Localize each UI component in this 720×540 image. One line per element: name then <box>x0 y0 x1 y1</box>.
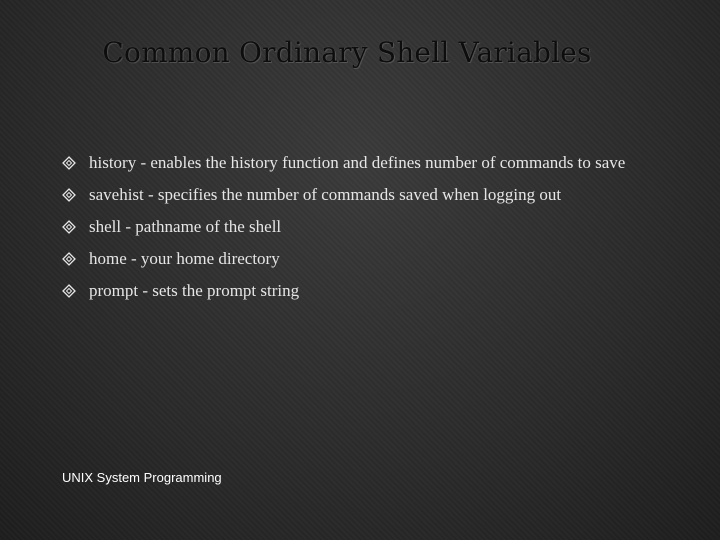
diamond-bullet-icon <box>62 156 76 170</box>
diamond-bullet-icon <box>62 284 76 298</box>
diamond-bullet-icon <box>62 188 76 202</box>
slide-footer: UNIX System Programming <box>62 470 222 485</box>
bullet-text: history - enables the history function and defines number of commands to save <box>89 153 626 172</box>
diamond-bullet-icon <box>62 252 76 266</box>
bullet-item-history <box>60 152 680 173</box>
bullet-item-shell <box>60 216 680 237</box>
bullet-text: savehist - specifies the number of commands saved when logging out <box>89 185 562 204</box>
bullet-item-savehist <box>60 184 680 205</box>
bullet-text: shell - pathname of the shell <box>89 217 282 236</box>
bullet-list <box>60 152 680 312</box>
bullet-item-home <box>60 248 680 269</box>
slide-title: Common Ordinary Shell Variables <box>102 36 592 69</box>
diamond-bullet-icon <box>62 220 76 234</box>
bullet-text: home - your home directory <box>89 249 280 268</box>
bullet-item-prompt <box>60 280 680 301</box>
bullet-text: prompt - sets the prompt string <box>89 281 300 300</box>
